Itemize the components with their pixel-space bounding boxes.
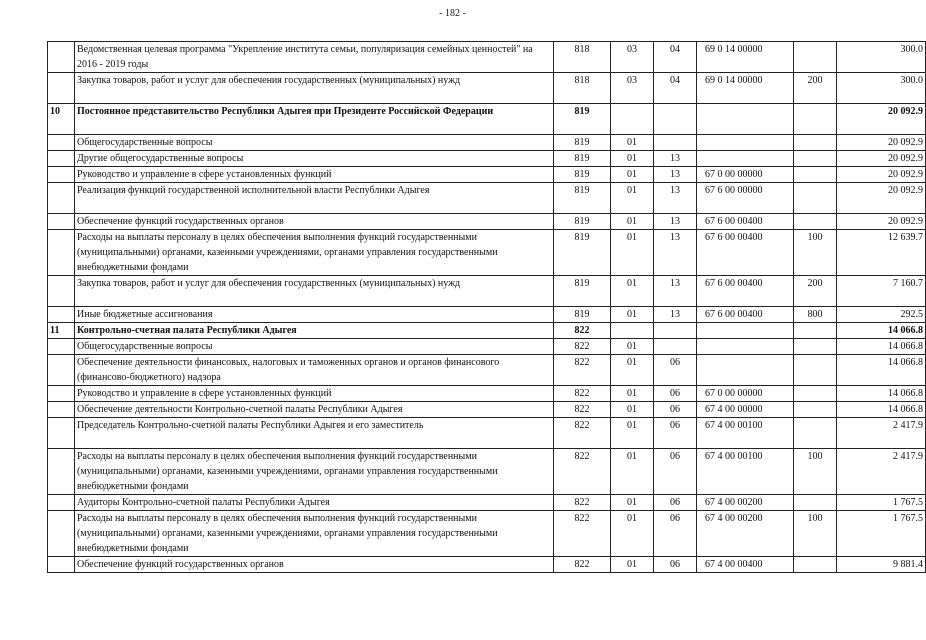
table-row [48, 418, 926, 449]
expense-name-cell: Расходы на выплаты персоналу в целях обеспечения выполнения функций государственными (муниципальными) органами, казенными учреждениями, органами управления государственными внебюджетными фондами [75, 230, 554, 276]
section-number-cell [48, 230, 75, 276]
expense-type-cell: 100 [794, 230, 837, 276]
section-number-cell [48, 557, 75, 573]
subsection-code-cell: 13 [654, 214, 697, 230]
target-article-cell: 67 6 00 00400 [697, 214, 794, 230]
amount-cell: 14 066.8 [837, 339, 926, 355]
section-number-cell [48, 495, 75, 511]
subsection-code-cell [654, 135, 697, 151]
section-number-cell: 11 [48, 323, 75, 339]
subsection-code-cell: 13 [654, 230, 697, 276]
table-row [48, 307, 926, 323]
subsection-code-cell: 13 [654, 151, 697, 167]
expense-type-cell [794, 402, 837, 418]
expense-type-cell: 100 [794, 449, 837, 495]
table-row [48, 151, 926, 167]
section-number-cell [48, 183, 75, 214]
target-article-cell: 67 6 00 00400 [697, 276, 794, 307]
expense-name-cell: Руководство и управление в сфере установленных функций [75, 386, 554, 402]
expense-type-cell [794, 167, 837, 183]
expense-type-cell [794, 104, 837, 135]
expense-name-cell: Другие общегосударственные вопросы [75, 151, 554, 167]
table-row [48, 230, 926, 276]
section-code-cell: 01 [611, 214, 654, 230]
table-row [48, 402, 926, 418]
section-number-cell [48, 418, 75, 449]
target-article-cell [697, 355, 794, 386]
subsection-code-cell: 13 [654, 183, 697, 214]
expense-name-cell: Обеспечение деятельности финансовых, налоговых и таможенных органов и органов финансового (финансово-бюджетного) надзора [75, 355, 554, 386]
target-article-cell: 67 4 00 00200 [697, 511, 794, 557]
amount-cell: 14 066.8 [837, 355, 926, 386]
section-code-cell: 01 [611, 355, 654, 386]
table-row [48, 449, 926, 495]
target-article-cell: 67 6 00 00400 [697, 307, 794, 323]
section-code-cell: 01 [611, 557, 654, 573]
target-article-cell: 67 6 00 00000 [697, 183, 794, 214]
section-number-cell [48, 73, 75, 104]
expense-name-cell: Постоянное представительство Республики Адыгея при Президенте Российской Федерации [75, 104, 554, 135]
expense-type-cell [794, 355, 837, 386]
section-code-cell: 01 [611, 307, 654, 323]
department-code-cell: 822 [554, 418, 611, 449]
expense-name-cell: Обеспечение деятельности Контрольно-счетной палаты Республики Адыгея [75, 402, 554, 418]
expense-name-cell: Расходы на выплаты персоналу в целях обеспечения выполнения функций государственными (муниципальными) органами, казенными учреждениями, органами управления государственными внебюджетными фондами [75, 511, 554, 557]
subsection-code-cell: 06 [654, 355, 697, 386]
amount-cell: 300.0 [837, 73, 926, 104]
subsection-code-cell: 06 [654, 449, 697, 495]
target-article-cell: 67 4 00 00000 [697, 402, 794, 418]
expense-name-cell: Руководство и управление в сфере установленных функций [75, 167, 554, 183]
section-code-cell: 01 [611, 449, 654, 495]
department-code-cell: 822 [554, 339, 611, 355]
expense-name-cell: Контрольно-счетная палата Республики Адыгея [75, 323, 554, 339]
amount-cell: 1 767.5 [837, 495, 926, 511]
section-code-cell: 01 [611, 230, 654, 276]
table-row [48, 323, 926, 339]
amount-cell: 2 417.9 [837, 418, 926, 449]
table-row [48, 104, 926, 135]
section-number-cell [48, 214, 75, 230]
subsection-code-cell: 13 [654, 276, 697, 307]
subsection-code-cell: 06 [654, 418, 697, 449]
amount-cell: 20 092.9 [837, 135, 926, 151]
budget-table [47, 41, 926, 573]
section-number-cell [48, 167, 75, 183]
section-number-cell [48, 355, 75, 386]
expense-name-cell: Ведомственная целевая программа "Укрепление института семьи, популяризация семейных ценностей" на 2016 - 2019 годы [75, 42, 554, 73]
department-code-cell: 822 [554, 323, 611, 339]
expense-name-cell: Реализация функций государственной исполнительной власти Республики Адыгея [75, 183, 554, 214]
section-code-cell: 01 [611, 418, 654, 449]
section-code-cell: 01 [611, 402, 654, 418]
expense-type-cell [794, 339, 837, 355]
table-row [48, 355, 926, 386]
section-code-cell: 01 [611, 276, 654, 307]
section-code-cell: 01 [611, 339, 654, 355]
expense-type-cell: 200 [794, 73, 837, 104]
target-article-cell: 67 6 00 00400 [697, 230, 794, 276]
target-article-cell: 67 4 00 00200 [697, 495, 794, 511]
section-number-cell [48, 276, 75, 307]
expense-name-cell: Аудиторы Контрольно-счетной палаты Республики Адыгея [75, 495, 554, 511]
department-code-cell: 819 [554, 104, 611, 135]
amount-cell: 20 092.9 [837, 151, 926, 167]
expense-type-cell: 800 [794, 307, 837, 323]
section-code-cell: 01 [611, 135, 654, 151]
subsection-code-cell: 06 [654, 511, 697, 557]
department-code-cell: 822 [554, 386, 611, 402]
subsection-code-cell: 06 [654, 557, 697, 573]
department-code-cell: 822 [554, 511, 611, 557]
expense-name-cell: Закупка товаров, работ и услуг для обеспечения государственных (муниципальных) нужд [75, 276, 554, 307]
table-row [48, 339, 926, 355]
section-code-cell: 01 [611, 495, 654, 511]
target-article-cell [697, 151, 794, 167]
amount-cell: 14 066.8 [837, 323, 926, 339]
amount-cell: 20 092.9 [837, 167, 926, 183]
department-code-cell: 818 [554, 73, 611, 104]
section-number-cell [48, 42, 75, 73]
amount-cell: 2 417.9 [837, 449, 926, 495]
target-article-cell: 67 4 00 00400 [697, 557, 794, 573]
department-code-cell: 819 [554, 151, 611, 167]
table-row [48, 386, 926, 402]
section-number-cell [48, 402, 75, 418]
target-article-cell: 67 0 00 00000 [697, 386, 794, 402]
subsection-code-cell: 06 [654, 495, 697, 511]
table-row [48, 276, 926, 307]
section-number-cell [48, 449, 75, 495]
target-article-cell [697, 323, 794, 339]
table-row [48, 495, 926, 511]
section-number-cell [48, 307, 75, 323]
section-code-cell: 01 [611, 386, 654, 402]
expense-name-cell: Закупка товаров, работ и услуг для обеспечения государственных (муниципальных) нужд [75, 73, 554, 104]
amount-cell: 14 066.8 [837, 402, 926, 418]
expense-name-cell: Председатель Контрольно-счетной палаты Республики Адыгея и его заместитель [75, 418, 554, 449]
expense-name-cell: Общегосударственные вопросы [75, 339, 554, 355]
table-row [48, 167, 926, 183]
department-code-cell: 819 [554, 230, 611, 276]
expense-type-cell [794, 418, 837, 449]
section-number-cell [48, 135, 75, 151]
target-article-cell [697, 339, 794, 355]
table-row [48, 214, 926, 230]
section-number-cell [48, 151, 75, 167]
subsection-code-cell [654, 339, 697, 355]
expense-type-cell [794, 42, 837, 73]
section-number-cell: 10 [48, 104, 75, 135]
expense-type-cell [794, 183, 837, 214]
section-code-cell [611, 104, 654, 135]
table-row [48, 135, 926, 151]
expense-type-cell [794, 214, 837, 230]
subsection-code-cell: 04 [654, 73, 697, 104]
department-code-cell: 819 [554, 183, 611, 214]
table-row [48, 73, 926, 104]
amount-cell: 7 160.7 [837, 276, 926, 307]
subsection-code-cell: 06 [654, 386, 697, 402]
subsection-code-cell: 04 [654, 42, 697, 73]
page-number: - 182 - [439, 8, 466, 19]
expense-type-cell [794, 495, 837, 511]
amount-cell: 14 066.8 [837, 386, 926, 402]
amount-cell: 12 639.7 [837, 230, 926, 276]
amount-cell: 1 767.5 [837, 511, 926, 557]
section-code-cell [611, 323, 654, 339]
department-code-cell: 822 [554, 495, 611, 511]
department-code-cell: 819 [554, 276, 611, 307]
table-row [48, 511, 926, 557]
budget-table-body [48, 42, 926, 573]
target-article-cell [697, 135, 794, 151]
department-code-cell: 819 [554, 307, 611, 323]
section-number-cell [48, 339, 75, 355]
amount-cell: 9 881.4 [837, 557, 926, 573]
section-code-cell: 01 [611, 511, 654, 557]
subsection-code-cell: 13 [654, 167, 697, 183]
section-code-cell: 01 [611, 183, 654, 214]
expense-type-cell [794, 135, 837, 151]
target-article-cell: 69 0 14 00000 [697, 42, 794, 73]
department-code-cell: 822 [554, 402, 611, 418]
expense-type-cell [794, 323, 837, 339]
amount-cell: 20 092.9 [837, 183, 926, 214]
section-number-cell [48, 511, 75, 557]
section-code-cell: 01 [611, 167, 654, 183]
amount-cell: 292.5 [837, 307, 926, 323]
subsection-code-cell [654, 323, 697, 339]
target-article-cell: 67 4 00 00100 [697, 418, 794, 449]
subsection-code-cell: 13 [654, 307, 697, 323]
expense-type-cell [794, 151, 837, 167]
target-article-cell: 67 4 00 00100 [697, 449, 794, 495]
subsection-code-cell [654, 104, 697, 135]
department-code-cell: 819 [554, 214, 611, 230]
target-article-cell: 69 0 14 00000 [697, 73, 794, 104]
amount-cell: 20 092.9 [837, 214, 926, 230]
section-code-cell: 03 [611, 73, 654, 104]
table-row [48, 183, 926, 214]
expense-type-cell: 100 [794, 511, 837, 557]
expense-type-cell [794, 386, 837, 402]
section-code-cell: 03 [611, 42, 654, 73]
expense-name-cell: Расходы на выплаты персоналу в целях обеспечения выполнения функций государственными (муниципальными) органами, казенными учреждениями, органами управления государственными внебюджетными фондами [75, 449, 554, 495]
department-code-cell: 822 [554, 557, 611, 573]
amount-cell: 300.0 [837, 42, 926, 73]
expense-name-cell: Обеспечение функций государственных органов [75, 557, 554, 573]
section-code-cell: 01 [611, 151, 654, 167]
department-code-cell: 822 [554, 355, 611, 386]
department-code-cell: 819 [554, 167, 611, 183]
table-row [48, 557, 926, 573]
expense-name-cell: Общегосударственные вопросы [75, 135, 554, 151]
expense-type-cell: 200 [794, 276, 837, 307]
expense-name-cell: Обеспечение функций государственных органов [75, 214, 554, 230]
amount-cell: 20 092.9 [837, 104, 926, 135]
section-number-cell [48, 386, 75, 402]
expense-name-cell: Иные бюджетные ассигнования [75, 307, 554, 323]
expense-type-cell [794, 557, 837, 573]
department-code-cell: 818 [554, 42, 611, 73]
target-article-cell: 67 0 00 00000 [697, 167, 794, 183]
department-code-cell: 822 [554, 449, 611, 495]
table-row [48, 42, 926, 73]
target-article-cell [697, 104, 794, 135]
department-code-cell: 819 [554, 135, 611, 151]
subsection-code-cell: 06 [654, 402, 697, 418]
